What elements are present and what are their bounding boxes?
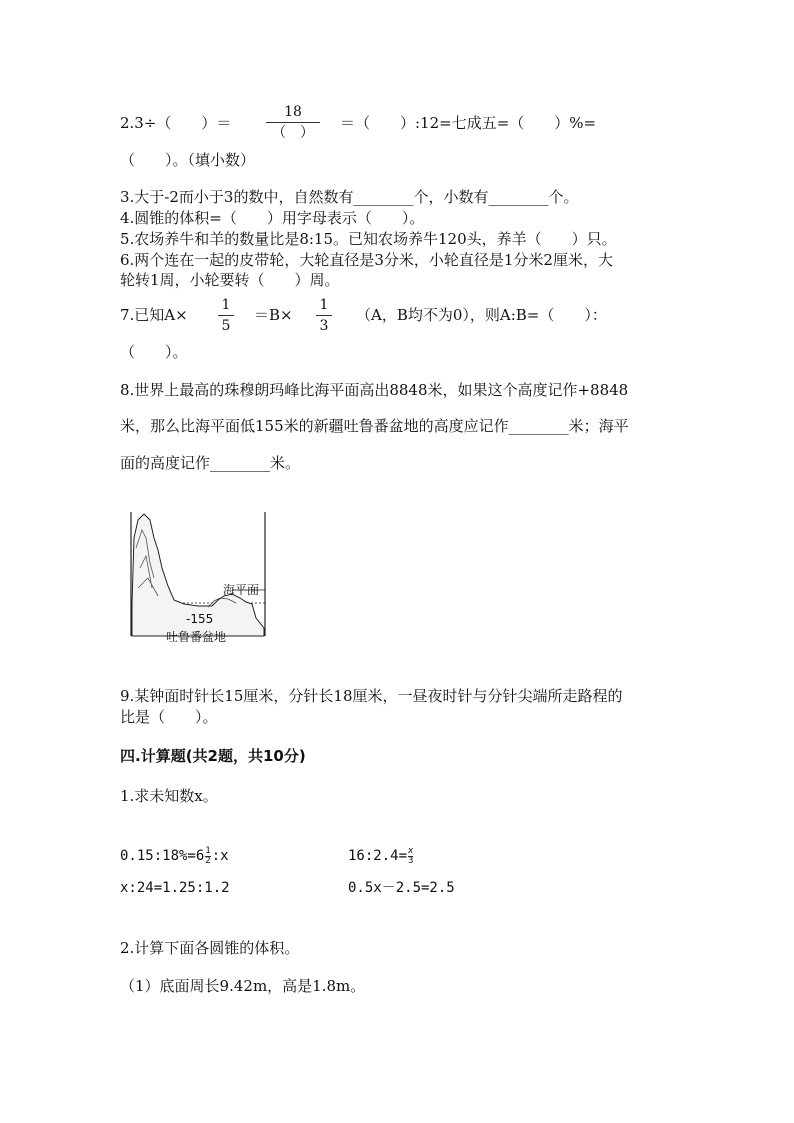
eq2-frac-den: 3 bbox=[408, 855, 414, 866]
eq2-text: 16:2.4= bbox=[348, 848, 408, 864]
fraction-bar bbox=[218, 315, 234, 316]
section4-q2-item1: （1）底面周长9.42m，高是1.8m。 bbox=[120, 977, 366, 995]
q6-line1: 6.两个连在一起的皮带轮，大轮直径是3分米，小轮直径是1分米2厘米，大 bbox=[120, 251, 613, 269]
q7-frac2-den: 3 bbox=[319, 318, 329, 334]
q9-line1: 9.某钟面时针长15厘米，分针长18厘米，一昼夜时针与分针尖端所走路程的 bbox=[120, 687, 623, 705]
q8-line3: 面的高度记作________米。 bbox=[120, 454, 301, 472]
q9-line2: 比是（ ）。 bbox=[120, 708, 218, 726]
fraction-bar bbox=[316, 315, 332, 316]
q2-fraction bbox=[266, 104, 320, 141]
q6-line2: 轮转1周，小轮要转（ ）周。 bbox=[120, 271, 340, 289]
q8-line2: 米，那么比海平面低155米的新疆吐鲁番盆地的高度应记作________米；海平 bbox=[120, 417, 629, 435]
eq1-frac-den: 2 bbox=[205, 855, 211, 866]
eq1-tail: :x bbox=[211, 848, 229, 864]
eq2-frac-num: x bbox=[408, 845, 414, 856]
equation-2 bbox=[348, 846, 414, 866]
q7-part2: ＝B× bbox=[254, 306, 293, 324]
q8-line1: 8.世界上最高的珠穆朗玛峰比海平面高出8848米，如果这个高度记作+8848 bbox=[120, 381, 629, 399]
q7-frac1-num: 1 bbox=[221, 297, 231, 313]
sea-level-diagram bbox=[128, 508, 268, 648]
q7-part3: （A，B均不为0），则A:B=（ ）： bbox=[356, 306, 607, 324]
equation-3: x:24=1.25:1.2 bbox=[120, 880, 230, 896]
q5-text: 5.农场养牛和羊的数量比是8:15。已知农场养牛120头，养羊（ ）只。 bbox=[120, 230, 617, 248]
q2-line2: （ ）。（填小数） bbox=[120, 151, 256, 169]
depth-label: -155 bbox=[186, 612, 214, 626]
q7-line2: （ ）。 bbox=[120, 343, 188, 361]
eq2-fraction bbox=[408, 847, 413, 866]
fraction-bar bbox=[266, 122, 320, 123]
q7-fraction-1 bbox=[218, 297, 234, 334]
q7-fraction-2 bbox=[316, 297, 332, 334]
q2-part2: ＝（ ）:12=七成五=（ ）%= bbox=[340, 114, 597, 132]
q2-frac-den: （ ） bbox=[272, 125, 314, 141]
sea-level-diagram-svg bbox=[128, 508, 268, 648]
section4-title: 四.计算题(共2题，共10分) bbox=[120, 747, 306, 765]
q4-text: 4.圆锥的体积=（ ）用字母表示（ ）。 bbox=[120, 209, 425, 227]
sea-level-label: 海平面 bbox=[223, 583, 260, 597]
q7-frac1-den: 5 bbox=[221, 318, 231, 334]
q7-part1: 7.已知A× bbox=[120, 306, 188, 324]
equation-1 bbox=[120, 846, 229, 866]
basin-label: 吐鲁番盆地 bbox=[166, 630, 227, 644]
q7-frac2-num: 1 bbox=[319, 297, 329, 313]
eq1-frac-num: 1 bbox=[205, 845, 211, 856]
q3-text: 3.大于-2而小于3的数中，自然数有________个，小数有________个。 bbox=[120, 188, 579, 206]
section4-q2-title: 2.计算下面各圆锥的体积。 bbox=[120, 939, 300, 957]
q2-part1: 2.3÷（ ）＝ bbox=[120, 114, 232, 132]
equation-4: 0.5x－2.5=2.5 bbox=[348, 880, 455, 896]
q2-line1 bbox=[120, 113, 231, 133]
eq1-fraction bbox=[205, 847, 210, 866]
eq1-text: 0.15:18%=6 bbox=[120, 848, 205, 864]
q2-frac-num: 18 bbox=[284, 104, 302, 120]
section4-q1-title: 1.求未知数x。 bbox=[120, 787, 218, 805]
q2-part2-line bbox=[340, 113, 596, 133]
